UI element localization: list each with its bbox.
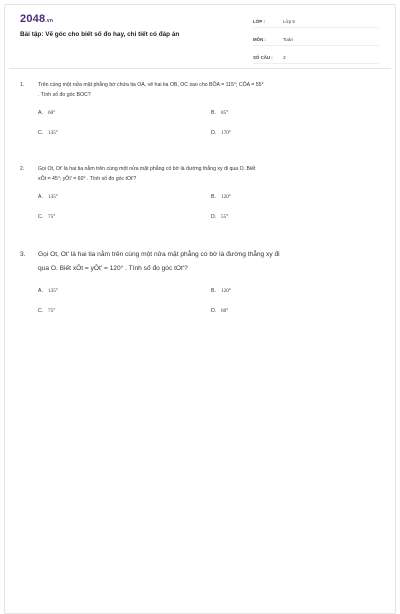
meta-row-subject	[253, 33, 379, 46]
question-text: Gọi Ot, Ot' là hai tia nằm trên cùng một nửa mặt phẳng có bờ là đường thẳng xy đi	[38, 251, 280, 258]
question-3	[20, 248, 380, 314]
answer-options	[20, 110, 380, 136]
site-logo[interactable]	[20, 13, 53, 25]
question-number: 3.	[20, 251, 26, 258]
option-value: 75°	[48, 308, 56, 314]
option-value: 75°	[48, 214, 56, 220]
option-letter: D.	[211, 308, 217, 314]
page-title: Bài tập: Vẽ góc cho biết số đo hay, chi tiết có đáp án	[20, 31, 180, 38]
option-letter: C.	[38, 308, 44, 314]
meta-label: MÔN :	[253, 36, 266, 42]
answer-options	[20, 288, 380, 314]
question-text-continued: xÔt = 45°; yÔt' = 60° . Tính số đo góc tOt'?	[38, 176, 137, 182]
option-letter: A.	[38, 110, 43, 116]
option-b[interactable]	[211, 194, 231, 200]
meta-label: SỐ CÂU :	[253, 54, 273, 60]
option-letter: B.	[211, 194, 216, 200]
meta-value: Lớp 6	[283, 18, 295, 24]
option-value: 60°	[48, 110, 56, 116]
option-value: 170°	[221, 130, 231, 136]
option-value: 135°	[48, 130, 58, 136]
option-letter: C.	[38, 214, 44, 220]
option-letter: C.	[38, 130, 44, 136]
option-c[interactable]	[38, 308, 55, 314]
meta-value: 3	[283, 54, 286, 60]
question-1	[20, 80, 380, 136]
option-a[interactable]	[38, 194, 58, 200]
header-divider	[9, 68, 391, 69]
option-d[interactable]	[211, 308, 228, 314]
option-letter: D.	[211, 214, 217, 220]
question-text-continued: . Tính số đo góc BOC?	[38, 92, 91, 98]
option-value: 135°	[48, 194, 58, 200]
question-text: Gọi Ot, Ot' là hai tia nằm trên cùng một nửa mặt phẳng có bờ là đường thẳng xy đi qua O. Biết	[38, 166, 256, 172]
answer-options	[20, 194, 380, 220]
option-b[interactable]	[211, 110, 228, 116]
option-letter: A.	[38, 288, 43, 294]
option-a[interactable]	[38, 110, 55, 116]
question-text: Trên cùng một nửa mặt phẳng bờ chứa tia OA, vẽ hai tia OB, OC sao cho BÔA = 115°; CÔA = 55°	[38, 82, 264, 88]
logo-number: 2048	[20, 13, 46, 25]
option-d[interactable]	[211, 214, 228, 220]
option-value: 135°	[48, 288, 58, 294]
question-text-continued: qua O. Biết xÔt = yÔt' = 120° . Tính số đo góc tOt'?	[38, 265, 188, 272]
option-value: 55°	[221, 214, 229, 220]
option-letter: B.	[211, 288, 216, 294]
meta-row-class	[253, 15, 379, 28]
option-c[interactable]	[38, 130, 58, 136]
option-d[interactable]	[211, 130, 231, 136]
logo-suffix: .vn	[45, 18, 54, 24]
question-number: 1.	[20, 82, 25, 88]
option-value: 60°	[221, 308, 229, 314]
meta-label: LỚP :	[253, 18, 265, 24]
meta-info	[253, 15, 379, 69]
question-2	[20, 164, 380, 220]
option-c[interactable]	[38, 214, 55, 220]
option-value: 120°	[221, 194, 231, 200]
option-letter: A.	[38, 194, 43, 200]
option-value: 120°	[221, 288, 231, 294]
question-number: 2.	[20, 166, 25, 172]
option-value: 85°	[221, 110, 229, 116]
option-a[interactable]	[38, 288, 58, 294]
option-letter: D.	[211, 130, 217, 136]
option-b[interactable]	[211, 288, 231, 294]
option-letter: B.	[211, 110, 216, 116]
meta-value: Toán	[283, 36, 293, 42]
meta-row-count	[253, 51, 379, 64]
